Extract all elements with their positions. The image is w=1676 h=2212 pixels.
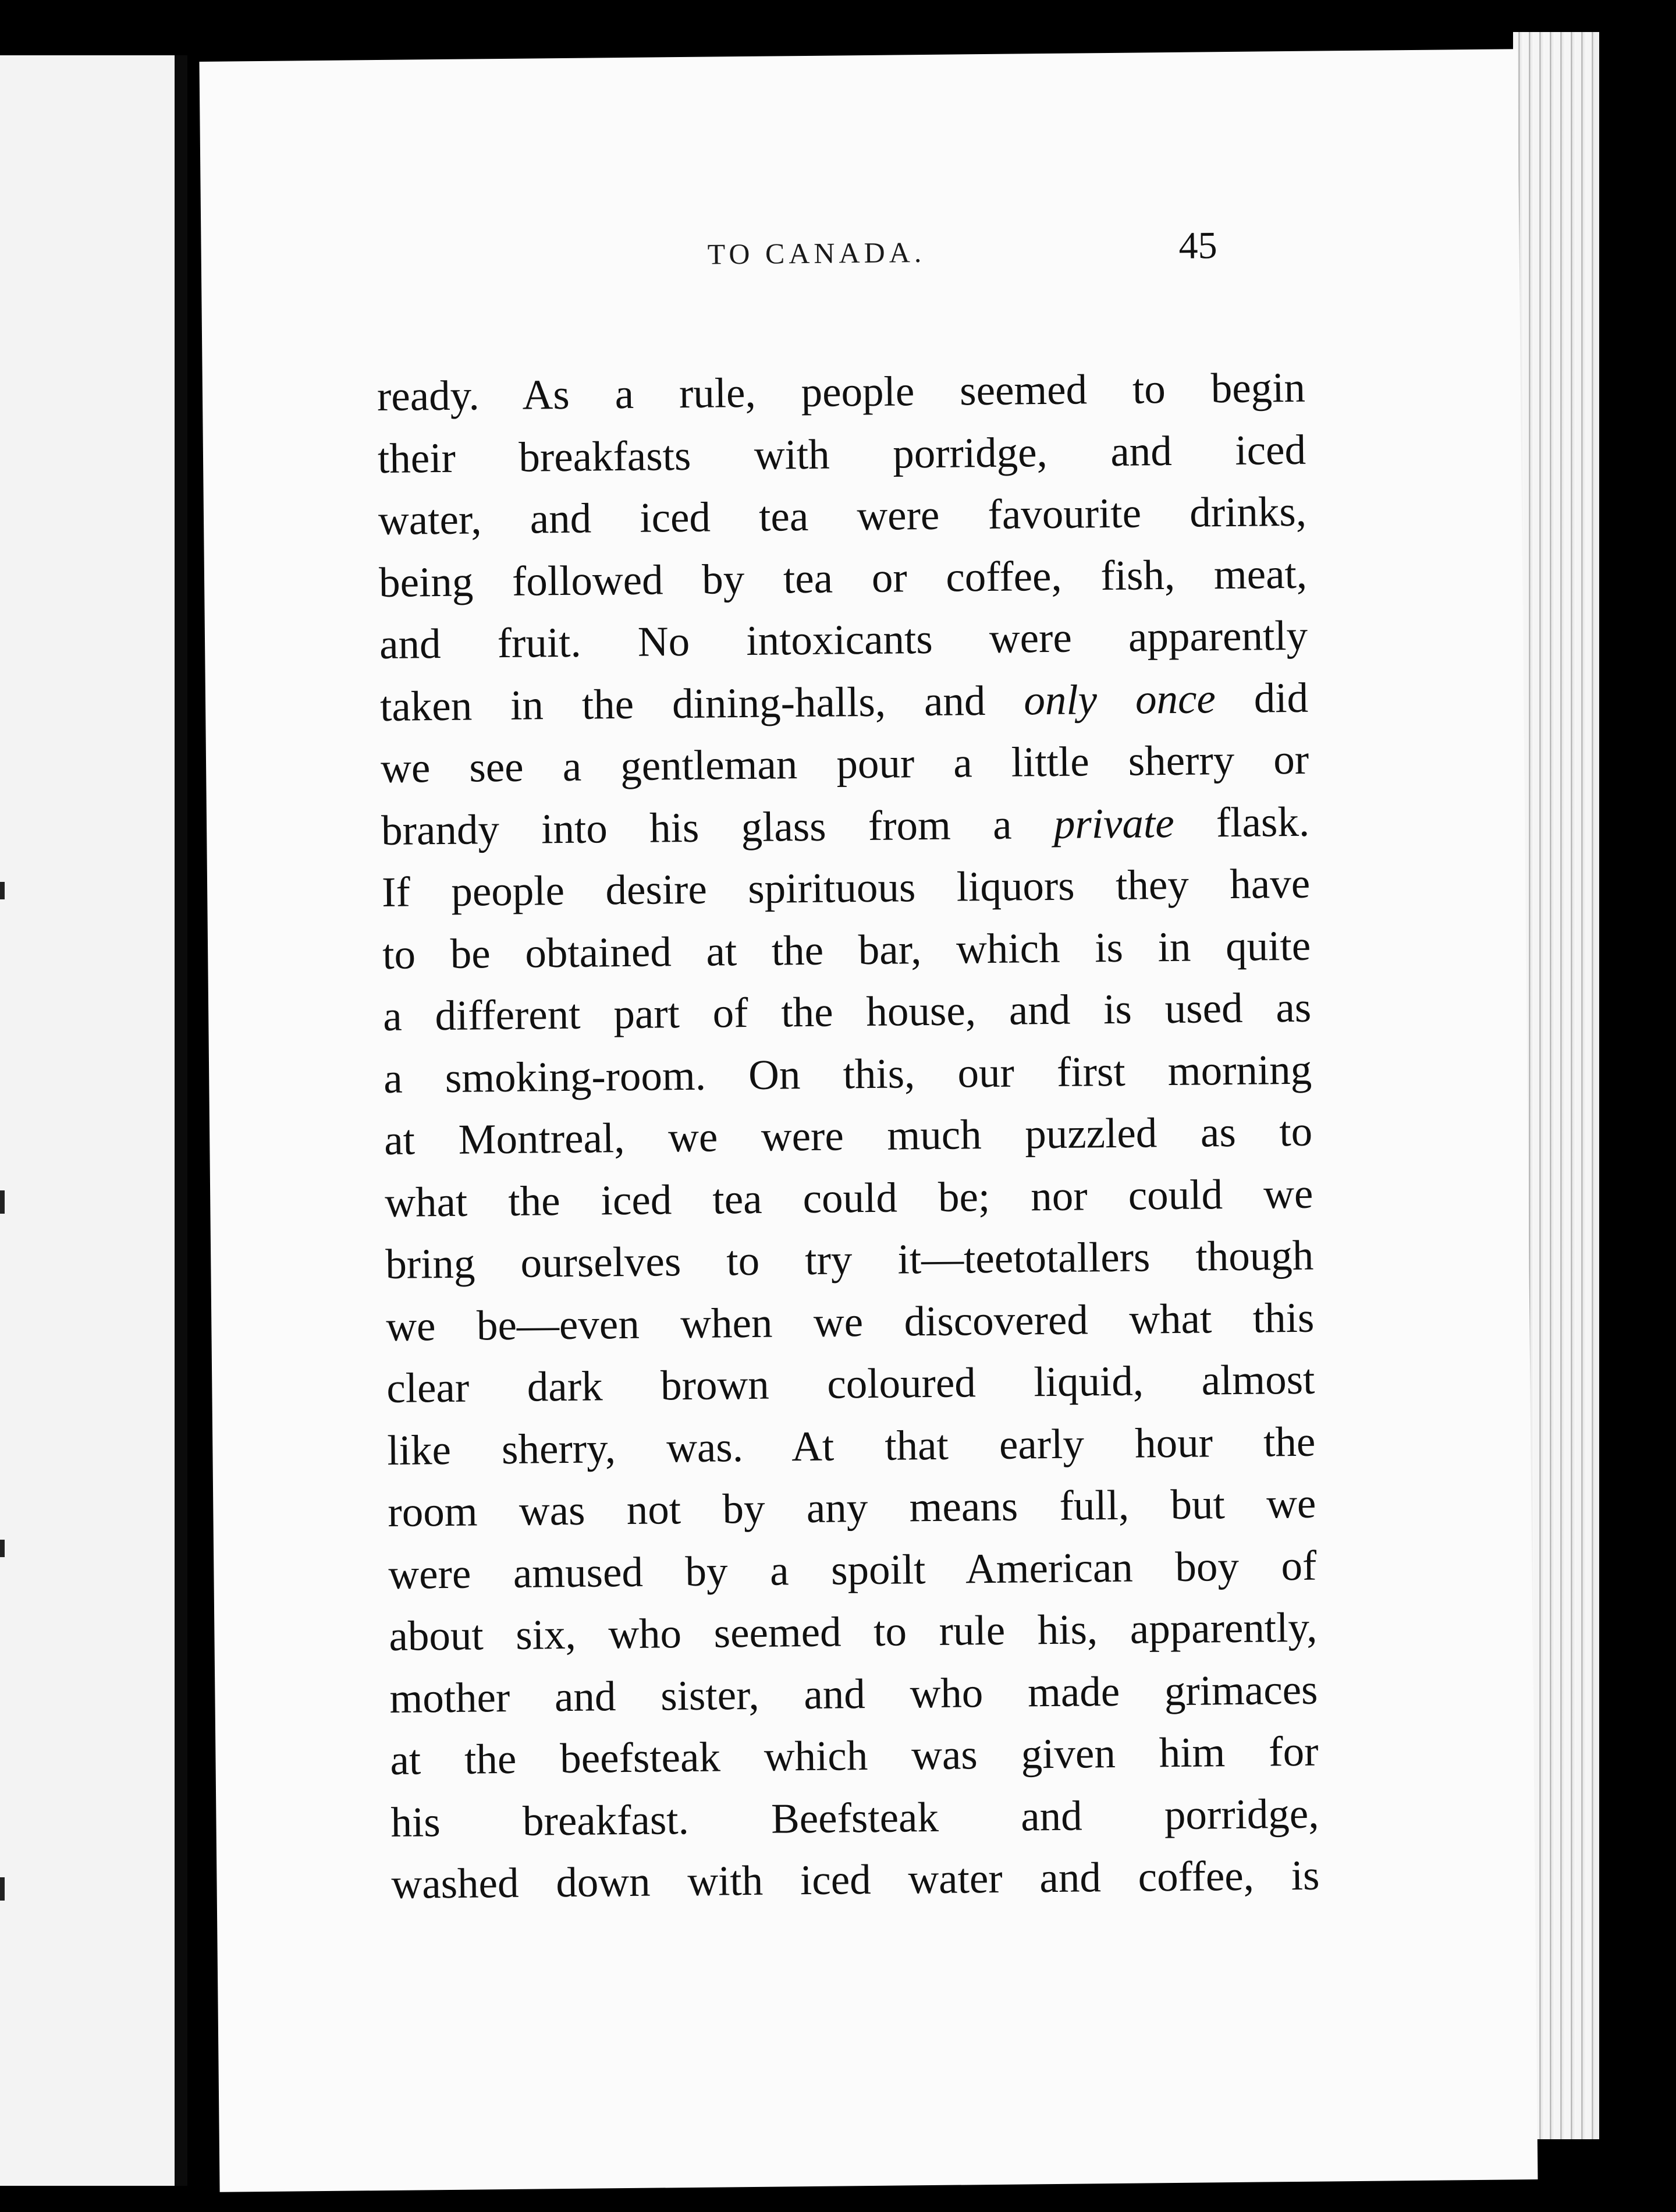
text-line: we see a gentleman pour a little sherry or [380,735,1309,792]
text-line: bring ourselves to try it—teetotallers though [385,1231,1314,1288]
left-page-edge [0,55,187,2186]
text-run: taken in the dining-halls, and [379,676,1024,730]
text-line: at the beefsteak which was given him for [390,1727,1319,1784]
text-run: brandy into his glass from a [381,800,1054,854]
text-line: and fruit. No intoxicants were apparently [379,611,1308,668]
running-head [201,224,1519,289]
left-page-mark [0,1540,5,1557]
text-line: mother and sister, and who made grimaces [389,1665,1318,1722]
text-line: room was not by any means full, but we [388,1479,1316,1536]
text-run: did [1215,673,1309,722]
page-number: 45 [1178,224,1217,267]
running-head-title: TO CANADA. [707,235,926,271]
body-text [377,357,1320,1916]
text-line: at Montreal, we were much puzzled as to [384,1107,1313,1164]
text-line [380,667,1309,738]
text-line: ready. As a rule, people seemed to begin [377,363,1306,420]
text-line: their breakfasts with porridge, and iced [377,426,1306,482]
text-line: were amused by a spoilt American boy of [388,1541,1317,1598]
text-line: a different part of the house, and is used as [382,983,1312,1040]
text-line: what the iced tea could be; nor could we [384,1169,1313,1226]
text-line [381,790,1310,862]
text-line: about six, who seemed to rule his, apparently, [389,1603,1318,1660]
text-line: a smoking-room. On this, our first morning [383,1045,1312,1102]
left-page-mark [0,1877,5,1901]
text-line: clear dark brown coloured liquid, almost [386,1355,1315,1412]
text-line: water, and iced tea were favourite drinks, [378,487,1307,544]
text-line: being followed by tea or coffee, fish, meat, [378,550,1308,606]
italic-text-run: private [1053,799,1175,848]
text-line: we be—even when we discovered what this [385,1293,1315,1350]
text-line: like sherry, was. At that early hour the [387,1417,1316,1474]
text-line: his breakfast. Beefsteak and porridge, [390,1789,1319,1846]
left-page-mark [0,882,5,899]
text-line: If people desire spirituous liquors they have [381,859,1311,916]
italic-text-run: only once [1023,674,1216,724]
text-line: to be obtained at the bar, which is in quite [382,921,1311,978]
book-page [199,49,1537,2192]
left-page-mark [0,1190,5,1214]
text-line: washed down with iced water and coffee, is [391,1851,1320,1908]
text-run: flask. [1174,797,1310,846]
